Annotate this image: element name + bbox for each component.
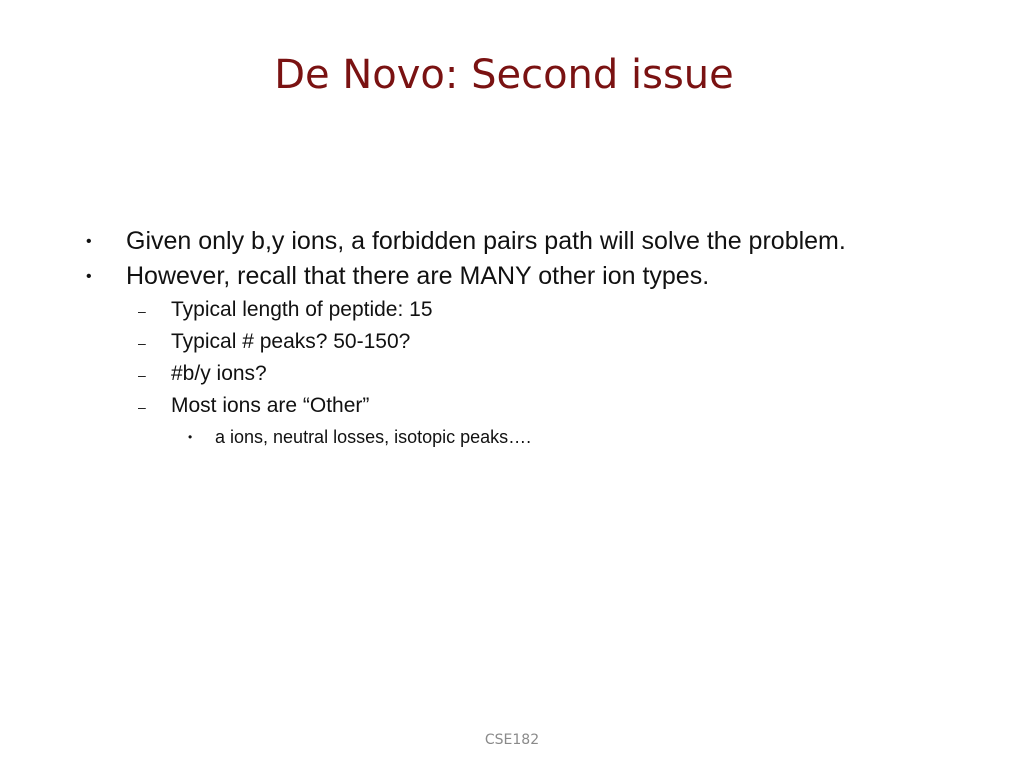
sub-bullet-marker: – <box>138 367 146 383</box>
sub-bullet-marker: – <box>138 335 146 351</box>
slide-title: De Novo: Second issue <box>274 52 734 98</box>
bullet-text: However, recall that there are MANY other ion types. <box>126 262 710 290</box>
bullet-marker: • <box>86 233 92 250</box>
slide-footer: CSE182 <box>484 732 540 748</box>
sub-bullet-item <box>80 360 940 388</box>
sub-bullet-text: Most ions are “Other” <box>171 394 370 417</box>
slide-body <box>80 226 940 450</box>
sub-bullet-item <box>80 392 940 420</box>
bullet-marker: • <box>86 268 92 285</box>
sub-bullet-item <box>80 328 940 356</box>
bullet-item <box>80 226 940 257</box>
sub-sub-bullet-marker: • <box>188 430 193 444</box>
sub-bullet-text: #b/y ions? <box>171 362 267 385</box>
sub-bullet-marker: – <box>138 399 146 415</box>
bullet-item <box>80 261 940 292</box>
sub-bullet-text: Typical # peaks? 50-150? <box>171 330 411 353</box>
sub-bullet-marker: – <box>138 303 146 319</box>
sub-sub-bullet-text: a ions, neutral losses, isotopic peaks…. <box>215 427 532 447</box>
sub-sub-bullet-item <box>80 424 940 450</box>
sub-bullet-item <box>80 296 940 324</box>
bullet-text: Given only b,y ions, a forbidden pairs path will solve the problem. <box>126 227 846 255</box>
sub-bullet-text: Typical length of peptide: 15 <box>171 298 433 321</box>
